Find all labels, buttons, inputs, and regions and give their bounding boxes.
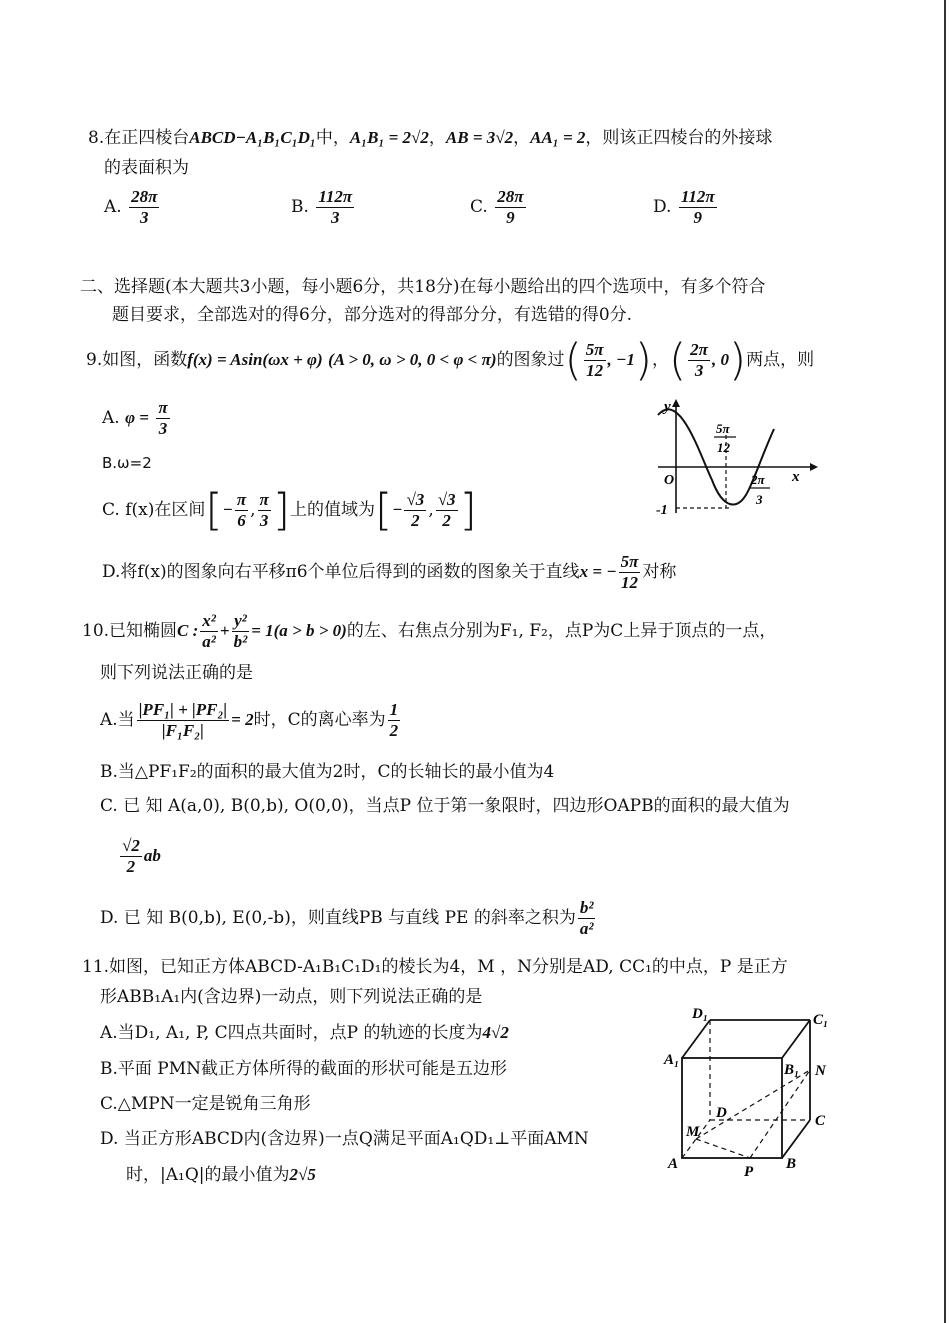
- q8-stem-text-d: 的表面积为: [104, 158, 189, 178]
- q9-option-d: [102, 552, 676, 593]
- q8-option-a-fraction: [129, 187, 159, 228]
- edge-b1-c1: [782, 1020, 810, 1058]
- q8-stem-text: 8.在正四棱台: [88, 128, 190, 148]
- minus-sign: −: [392, 500, 403, 519]
- cube-front-face: [682, 1058, 782, 1158]
- q9-function: f(x) = Asin(ωx + φ): [187, 350, 323, 369]
- q9-point1-y: , −1: [607, 350, 635, 369]
- q10-option-a: [100, 696, 402, 744]
- q8-condition-3: AA₁ = 2: [530, 128, 586, 147]
- q9-range-right: [436, 490, 458, 531]
- q10-option-c-line2: [118, 832, 161, 880]
- section2-heading-line1: 二、选择题(本大题共3小题，每小题6分，共18分)在每小题给出的四个选项中，有多个符合: [80, 277, 766, 297]
- edge-a1-d1: [682, 1020, 710, 1058]
- q9-point1-x: [584, 340, 606, 381]
- denominator: 2: [126, 857, 136, 876]
- label-a: A: [668, 1156, 679, 1172]
- q10-option-d-text: D. 已 知 B(0,b), E(0,-b)，则直线PB 与直线 PE 的斜率之积为: [100, 908, 576, 928]
- q9-interval-right: [258, 490, 271, 531]
- q10-option-a-value: [388, 700, 401, 741]
- label-n: N: [815, 1063, 826, 1079]
- q8-option-c-fraction: [495, 187, 525, 228]
- q11-option-d-value: 2√5: [289, 1165, 316, 1184]
- bracket-left: [: [205, 484, 223, 536]
- label-b1: B₁: [784, 1062, 800, 1078]
- q8-option-b-label: B.: [291, 197, 309, 217]
- q8-condition-2: AB = 3√2: [445, 128, 514, 147]
- q10-stem-text-b: 的左、右焦点分别为F₁, F₂，点P为C上异于顶点的一点，: [346, 621, 777, 641]
- q9-option-d-fraction: [619, 552, 641, 593]
- q9-option-d-text-b: 对称: [642, 562, 677, 582]
- q11-option-a-text: A.当D₁, A₁, P, C四点共面时，点P 的轨迹的长度为: [100, 1023, 483, 1043]
- q8-stem-text-c: ，则该正四棱台的外接球: [585, 128, 773, 148]
- q9-option-a-label: A.: [102, 408, 120, 428]
- numerator: π: [259, 490, 269, 509]
- q9-interval-left: [235, 490, 248, 531]
- y-axis-arrow: [672, 399, 680, 407]
- denominator: 2: [411, 511, 420, 530]
- q8-option-b: [291, 187, 356, 228]
- q9-sine-graph: [650, 395, 820, 520]
- q8-option-d: [653, 187, 719, 228]
- paren-right: ): [634, 334, 652, 386]
- label-m: M: [686, 1124, 700, 1140]
- q10-stem: [82, 607, 776, 655]
- q9-option-a-lhs: φ =: [125, 408, 149, 427]
- denominator: 3: [158, 419, 168, 438]
- label-d: D: [716, 1105, 727, 1121]
- segment-p-n: [750, 1070, 810, 1158]
- q9-stem-text: 9.如图，函数: [86, 350, 188, 370]
- denominator: a²: [579, 919, 594, 938]
- minus-one-label: -1: [656, 503, 668, 518]
- q10-option-a-text: A.当: [100, 710, 135, 730]
- numerator: 5π: [585, 340, 604, 359]
- paren-left: (: [669, 334, 687, 386]
- q11-stem-line2: 形ABB₁A₁内(含边界)一动点，则下列说法正确的是: [100, 987, 483, 1007]
- q10-stem-text: 10.已知椭圆: [82, 621, 178, 641]
- q10-option-a-text-b: 时，C的离心率为: [253, 710, 386, 730]
- numerator: √2: [122, 836, 140, 855]
- q9-stem-text-b: 的图象过: [496, 350, 565, 370]
- denominator: 3: [330, 208, 340, 227]
- q8-option-c: [470, 187, 528, 228]
- denominator: 2: [389, 721, 399, 740]
- q10-equation-tail: = 1(a > b > 0): [251, 621, 347, 640]
- denominator: b²: [233, 632, 248, 651]
- denominator: 9: [506, 208, 515, 227]
- denominator: 3: [139, 208, 149, 227]
- q10-option-d-fraction: [578, 898, 596, 939]
- q10-y-term: [232, 611, 250, 652]
- origin-label: O: [664, 473, 675, 488]
- numerator: x²: [202, 611, 216, 630]
- edge-b-c: [782, 1120, 810, 1158]
- q8-option-d-fraction: [679, 187, 717, 228]
- paren-left: (: [564, 334, 582, 386]
- denominator: 6: [237, 511, 246, 530]
- numerator: √3: [437, 490, 456, 509]
- q9-option-d-text: D.将f(x)的图象向右平移π6个单位后得到的函数的图象关于直线: [102, 562, 580, 582]
- q8-stem-line2: [104, 157, 189, 179]
- numerator: π: [236, 490, 247, 509]
- bracket-right: ]: [272, 484, 290, 536]
- q10-ellipse-name: C :: [177, 621, 199, 640]
- q8-option-c-label: C.: [470, 197, 488, 217]
- q10-option-c-line1: C. 已 知 A(a,0), B(0,b), O(0,0)，当点P 位于第一象限时，四边形OAPB的面积的最大值为: [100, 796, 790, 816]
- q11-option-d-line1: D. 当正方形ABCD内(含边界)一点Q满足平面A₁QD₁⊥平面AMN: [100, 1129, 589, 1149]
- paren-right: ): [728, 334, 747, 386]
- q9-stem: 9.如图，函数f(x) = Asin(ωx + φ) (A > 0, ω > 0, 0 < φ < π)的图象过( $\frac{5\pi}{12}$ , −1)，( $\frac{2\pi}{3}$ , 0)两点，则: [86, 334, 815, 386]
- bracket-right: ]: [459, 484, 477, 536]
- tick-2pi3-den: 3: [756, 492, 763, 507]
- q11-option-a-value: 4√2: [482, 1023, 509, 1042]
- numerator: √3: [406, 490, 425, 509]
- tick-2pi3-num: 2π: [751, 472, 765, 487]
- denominator: 3: [694, 361, 704, 380]
- denominator: 12: [620, 573, 638, 592]
- bracket-left: [: [374, 484, 393, 536]
- q10-option-c-ab: ab: [143, 846, 161, 865]
- numerator: 28π: [497, 187, 524, 206]
- numerator: 1: [389, 700, 399, 719]
- tick-5pi12-num: 5π: [716, 421, 730, 436]
- q11-option-b: B.平面 PMN截正方体所得的截面的形状可能是五边形: [100, 1059, 508, 1079]
- q8-option-d-label: D.: [653, 197, 672, 217]
- segment-m-p: [696, 1139, 750, 1158]
- x-axis-label: x: [792, 469, 800, 485]
- plus-sign: +: [219, 621, 230, 640]
- q8-option-a: [104, 187, 161, 228]
- denominator: a²: [202, 632, 216, 651]
- q10-option-c-fraction: [120, 836, 142, 877]
- q8-stem-text-b: 中，: [315, 128, 350, 148]
- y-axis-label: y: [664, 399, 671, 415]
- q8-stem-line1: 8.在正四棱台ABCD−A₁B₁C₁D₁中，A₁B₁ = 2√2，AB = 3√2，AA₁ = 2，则该正四棱台的外接球: [88, 128, 773, 148]
- label-c: C: [815, 1113, 826, 1129]
- numerator: 112π: [680, 187, 715, 206]
- q9-point2-y: , 0: [711, 350, 729, 369]
- q8-condition-1: A₁B₁ = 2√2: [349, 128, 429, 147]
- denominator: |F₁F₂|: [161, 721, 204, 740]
- q10-option-d: [100, 894, 597, 942]
- segment-m-n: [696, 1070, 810, 1139]
- denominator: 3: [259, 511, 269, 530]
- q9-option-c: C. f(x)在区间[− $\frac{\pi}{6}$ , $\frac{\pi}{3}$ ]上的值域为[− $\frac{√3}{2}$ , $\frac{√3}{2}$ ]: [102, 484, 477, 536]
- q11-option-d-line2: [126, 1164, 316, 1186]
- label-b: B: [786, 1156, 797, 1172]
- q9-condition: (A > 0, ω > 0, 0 < φ < π): [328, 350, 497, 369]
- q9-point2-x: [688, 340, 710, 381]
- q11-option-d-text: 时，|A₁Q|的最小值为: [126, 1165, 290, 1185]
- q11-cube-figure: [660, 1000, 840, 1180]
- numerator: |PF₁| + |PF₂|: [138, 700, 228, 719]
- page-edge-line: [944, 0, 946, 1323]
- minus-sign: −: [222, 500, 233, 519]
- q9-range-left: [404, 490, 426, 531]
- q10-option-a-equals: = 2: [231, 710, 254, 729]
- section2-heading-line2: 题目要求，全部选对的得6分，部分选对的得部分分，有选错的得0分.: [112, 305, 633, 325]
- q9-option-c-text-b: 上的值域为: [289, 500, 375, 520]
- denominator: 2: [442, 511, 451, 530]
- numerator: 28π: [131, 187, 158, 206]
- q10-x-term: [200, 611, 218, 652]
- q10-option-b: B.当△PF₁F₂的面积的最大值为2时，C的长轴长的最小值为4: [100, 762, 555, 782]
- q9-option-a: [102, 398, 172, 439]
- q8-solid-name: ABCD−A₁B₁C₁D₁: [189, 128, 316, 147]
- q11-option-c: C.△MPN一定是锐角三角形: [100, 1094, 311, 1114]
- q8-option-b-fraction: [316, 187, 354, 228]
- q9-option-b: B.ω=2: [102, 454, 152, 472]
- q11-stem-line1: 11.如图，已知正方体ABCD-A₁B₁C₁D₁的棱长为4，M ，N分别是AD, CC₁的中点，P 是正方: [82, 957, 788, 977]
- label-p: P: [744, 1164, 754, 1180]
- numerator: π: [158, 398, 168, 417]
- numerator: 112π: [318, 187, 353, 206]
- numerator: 5π: [620, 552, 639, 571]
- denominator: 12: [586, 361, 604, 380]
- numerator: b²: [579, 898, 594, 917]
- q9-option-c-text: C. f(x)在区间: [102, 500, 206, 520]
- q9-option-d-x: x = −: [579, 562, 617, 581]
- q8-option-a-label: A.: [104, 197, 122, 217]
- numerator: y²: [234, 611, 247, 630]
- q10-stem-line2: 则下列说法正确的是: [100, 663, 253, 683]
- label-a1: A₁: [664, 1052, 680, 1068]
- tick-5pi12-den: 12: [717, 440, 730, 455]
- q11-option-a: [100, 1022, 509, 1044]
- numerator: 2π: [690, 340, 708, 359]
- denominator: 9: [693, 208, 703, 227]
- label-d1: D₁: [692, 1006, 709, 1022]
- q10-option-a-ratio: [137, 700, 229, 741]
- q9-option-a-fraction: [156, 398, 169, 439]
- x-axis-arrow: [810, 463, 818, 471]
- label-c1: C₁: [813, 1012, 829, 1028]
- q9-stem-text-c: 两点，则: [746, 350, 815, 370]
